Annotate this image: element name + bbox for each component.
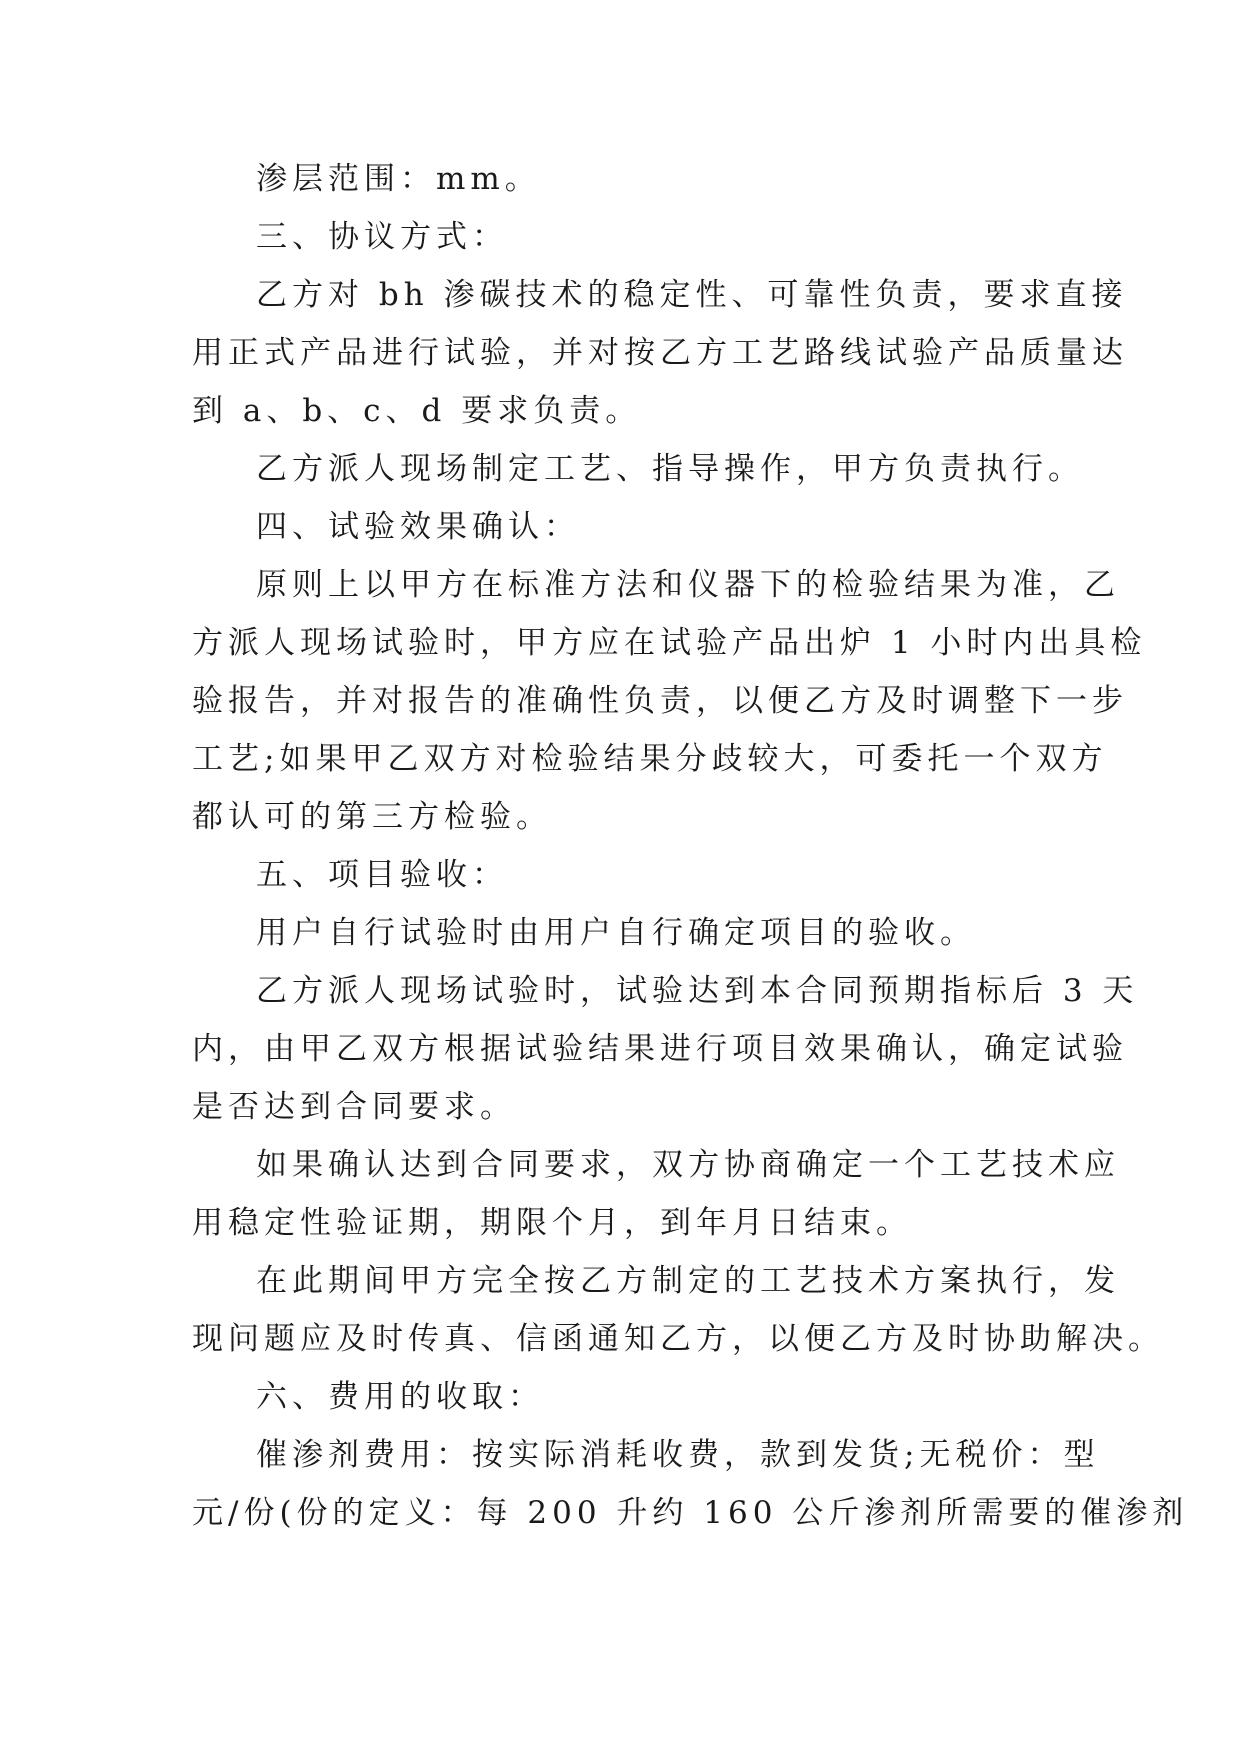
- text-line: 用稳定性验证期，期限个月，到年月日结束。: [192, 1205, 912, 1241]
- text-line: 在此期间甲方完全按乙方制定的工艺技术方案执行，发: [256, 1263, 1120, 1299]
- text-line: 现问题应及时传真、信函通知乙方，以便乙方及时协助解决。: [192, 1321, 1164, 1357]
- text-line: 原则上以甲方在标准方法和仪器下的检验结果为准，乙: [256, 567, 1120, 603]
- section-heading: 五、项目验收：: [256, 857, 508, 893]
- text-line: 乙方派人现场制定工艺、指导操作，甲方负责执行。: [256, 451, 1084, 487]
- text-line: 验报告，并对报告的准确性负责，以便乙方及时调整下一步: [192, 683, 1128, 719]
- document-page: [192, 150, 1189, 1542]
- text-line: 方派人现场试验时，甲方应在试验产品出炉 1 小时内出具检: [192, 625, 1147, 661]
- text-line: 是否达到合同要求。: [192, 1089, 516, 1125]
- text-line: 都认可的第三方检验。: [192, 799, 552, 835]
- text-line: 内，由甲乙双方根据试验结果进行项目效果确认，确定试验: [192, 1031, 1128, 1067]
- text-line: 用正式产品进行试验，并对按乙方工艺路线试验产品质量达: [192, 335, 1128, 371]
- section-heading: 六、费用的收取：: [256, 1379, 544, 1415]
- text-line: 元/份(份的定义：每 200 升约 160 公斤渗剂所需要的催渗剂: [192, 1495, 1189, 1531]
- text-line: 到 a、b、c、d 要求负责。: [192, 393, 642, 429]
- section-heading: 四、试验效果确认：: [256, 509, 580, 545]
- text-line: 如果确认达到合同要求，双方协商确定一个工艺技术应: [256, 1147, 1120, 1183]
- text-line: 催渗剂费用：按实际消耗收费，款到发货;无税价：型: [256, 1437, 1100, 1473]
- text-line: 渗层范围：mm。: [256, 161, 541, 197]
- text-line: 乙方派人现场试验时，试验达到本合同预期指标后 3 天: [256, 973, 1139, 1009]
- text-line: 乙方对 bh 渗碳技术的稳定性、可靠性负责，要求直接: [256, 277, 1128, 313]
- section-heading: 三、协议方式：: [256, 219, 508, 255]
- text-line: 工艺;如果甲乙双方对检验结果分歧较大，可委托一个双方: [192, 741, 1108, 777]
- text-line: 用户自行试验时由用户自行确定项目的验收。: [256, 915, 976, 951]
